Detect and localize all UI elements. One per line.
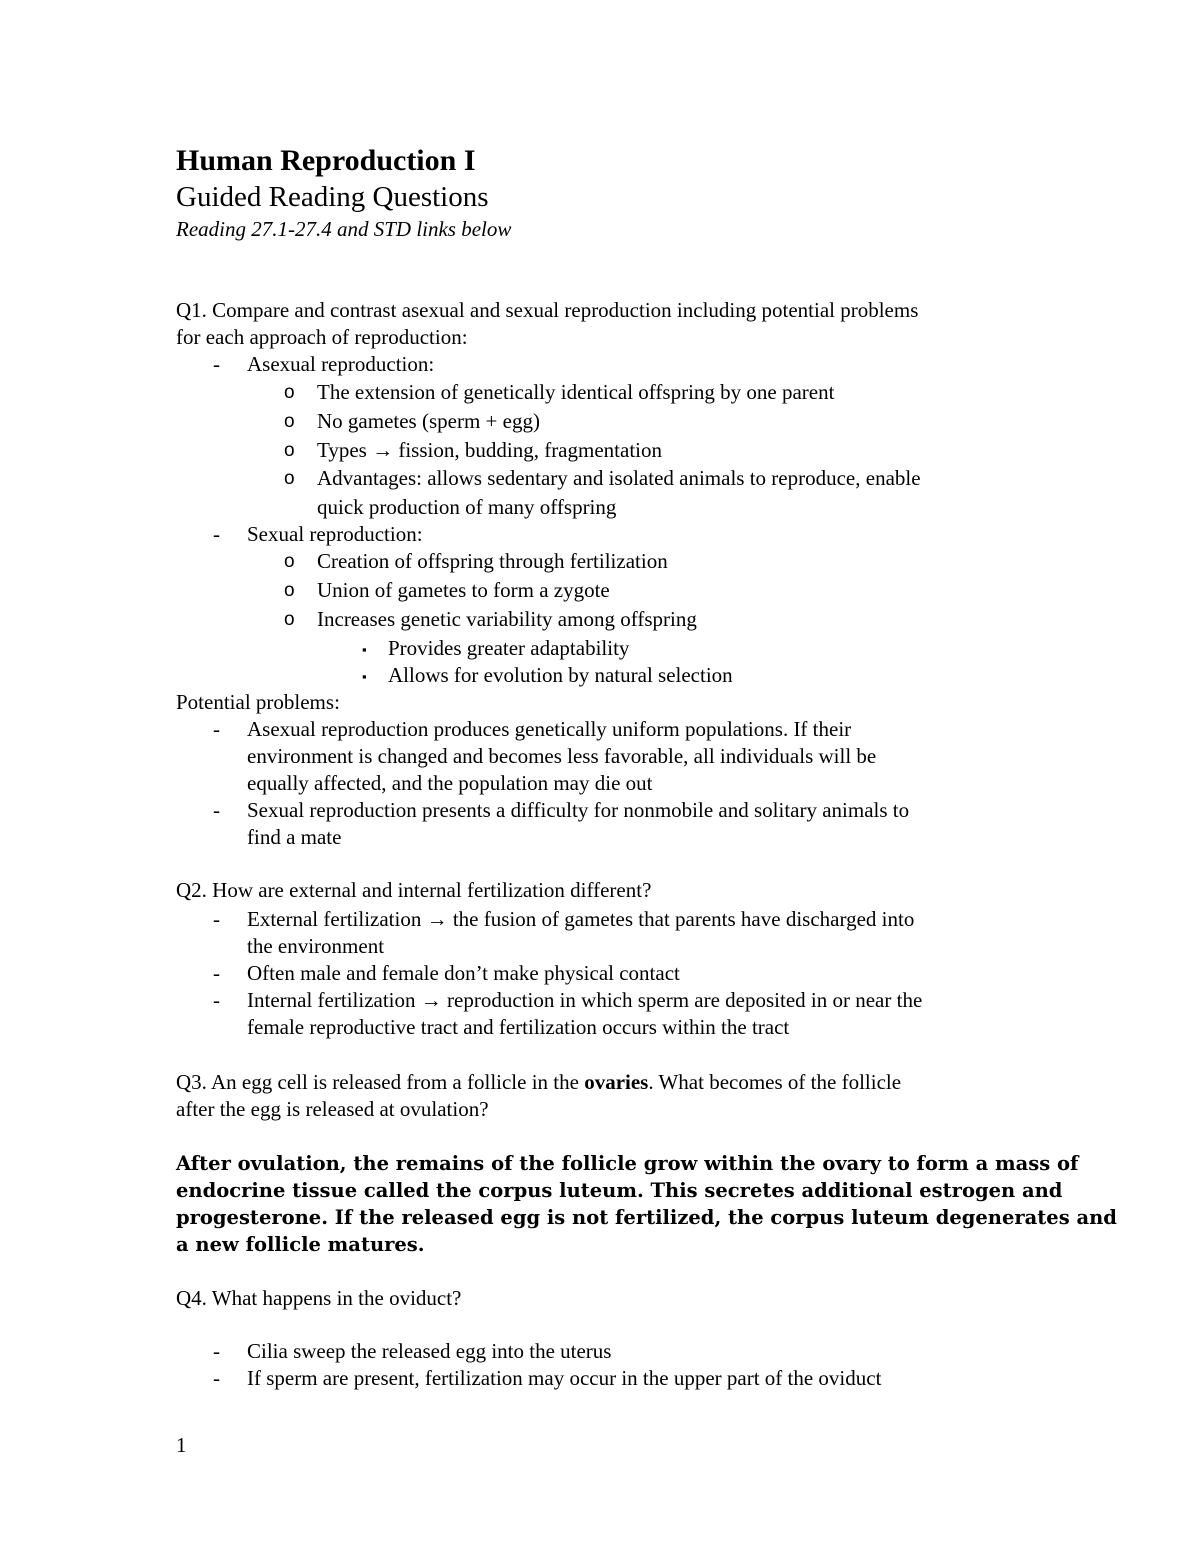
document-subtitle: Guided Reading Questions [176, 181, 489, 213]
dash-bullet: - [213, 1366, 220, 1390]
dash-bullet: - [213, 907, 220, 931]
circle-bullet: o [284, 411, 295, 432]
page-number: 1 [176, 1433, 187, 1457]
arrow-icon: → [426, 907, 448, 931]
circle-bullet: o [284, 580, 295, 601]
q3-question-end: . What becomes of the follicle [648, 1070, 902, 1094]
q3-question-keyword: ovaries [584, 1070, 649, 1094]
circle-bullet: o [284, 440, 295, 461]
q2-answer-1-label: External fertilization [247, 907, 422, 931]
q3-question-start: Q3. An egg cell is released from a follicle in the [176, 1070, 579, 1094]
q1-problem-2-line-1: Sexual reproduction presents a difficulty for nonmobile and solitary animals to [247, 798, 910, 822]
dash-bullet: - [213, 1339, 220, 1363]
q1-problem-1-line-1: Asexual reproduction produces genetically uniform populations. If their [247, 717, 852, 741]
arrow-icon: → [372, 438, 394, 462]
reading-note: Reading 27.1-27.4 and STD links below [176, 217, 512, 241]
document-title: Human Reproduction I [176, 144, 476, 177]
q1-question-line-2: for each approach of reproduction: [176, 325, 468, 349]
q3-answer-line-2: endocrine tissue called the corpus luteum. This secretes additional estrogen and [176, 1179, 1063, 1202]
circle-bullet: o [284, 609, 295, 630]
square-bullet: ▪ [362, 669, 367, 684]
q4-question: Q4. What happens in the oviduct? [176, 1286, 462, 1310]
q3-question-line-2: after the egg is released at ovulation? [176, 1097, 489, 1121]
dash-bullet: - [213, 522, 220, 546]
q1-sexual-item-2: Union of gametes to form a zygote [317, 578, 610, 602]
q2-answer-1-text: the fusion of gametes that parents have discharged into [452, 907, 915, 931]
q1-asexual-item-2: No gametes (sperm + egg) [317, 409, 540, 433]
q1-sexual-heading: Sexual reproduction: [247, 522, 423, 546]
dash-bullet: - [213, 988, 220, 1012]
dash-bullet: - [213, 798, 220, 822]
q1-asexual-item-3-label: Types [317, 438, 367, 462]
q3-answer-line-3: progesterone. If the released egg is not fertilized, the corpus luteum degenerates and [176, 1206, 1117, 1229]
q4-answer-1: Cilia sweep the released egg into the uterus [247, 1339, 612, 1363]
circle-bullet: o [284, 382, 295, 403]
q1-question-line-1: Q1. Compare and contrast asexual and sexual reproduction including potential problems [176, 298, 919, 322]
q1-problem-1-line-2: environment is changed and becomes less favorable, all individuals will be [247, 744, 877, 768]
q1-sexual-item-3: Increases genetic variability among offspring [317, 607, 697, 631]
q1-asexual-item-3-text: fission, budding, fragmentation [398, 438, 662, 462]
dash-bullet: - [213, 352, 220, 376]
q3-answer-line-1: After ovulation, the remains of the follicle grow within the ovary to form a mass of [176, 1152, 1079, 1175]
q1-problems-heading: Potential problems: [176, 690, 340, 714]
q1-asexual-item-1: The extension of genetically identical offspring by one parent [317, 380, 835, 404]
q3-answer-line-4: a new follicle matures. [176, 1233, 425, 1256]
circle-bullet: o [284, 551, 295, 572]
dash-bullet: - [213, 961, 220, 985]
q3-question-line-1 [176, 1069, 901, 1096]
q1-asexual-heading: Asexual reproduction: [247, 352, 435, 376]
q1-asexual-item-4-line-2: quick production of many offspring [317, 495, 617, 519]
q2-answer-3-line-2: female reproductive tract and fertilization occurs within the tract [247, 1015, 790, 1039]
q1-asexual-item-4-line-1: Advantages: allows sedentary and isolated animals to reproduce, enable [317, 466, 921, 490]
q4-answer-2: If sperm are present, fertilization may occur in the upper part of the oviduct [247, 1366, 882, 1390]
q1-problem-2-line-2: find a mate [247, 825, 342, 849]
q2-answer-1-line-2: the environment [247, 934, 385, 958]
circle-bullet: o [284, 468, 295, 489]
q1-sexual-sub-2: Allows for evolution by natural selection [388, 663, 733, 687]
q1-problem-1-line-3: equally affected, and the population may die out [247, 771, 653, 795]
q1-sexual-item-1: Creation of offspring through fertilization [317, 549, 668, 573]
square-bullet: ▪ [362, 642, 367, 657]
q2-question: Q2. How are external and internal fertilization different? [176, 878, 652, 902]
arrow-icon: → [420, 988, 442, 1012]
q2-answer-3-text: reproduction in which sperm are deposited in or near the [447, 988, 923, 1012]
dash-bullet: - [213, 717, 220, 741]
q2-answer-3-label: Internal fertilization [247, 988, 416, 1012]
q2-answer-2: Often male and female don’t make physical contact [247, 961, 680, 985]
q1-sexual-sub-1: Provides greater adaptability [388, 636, 630, 660]
